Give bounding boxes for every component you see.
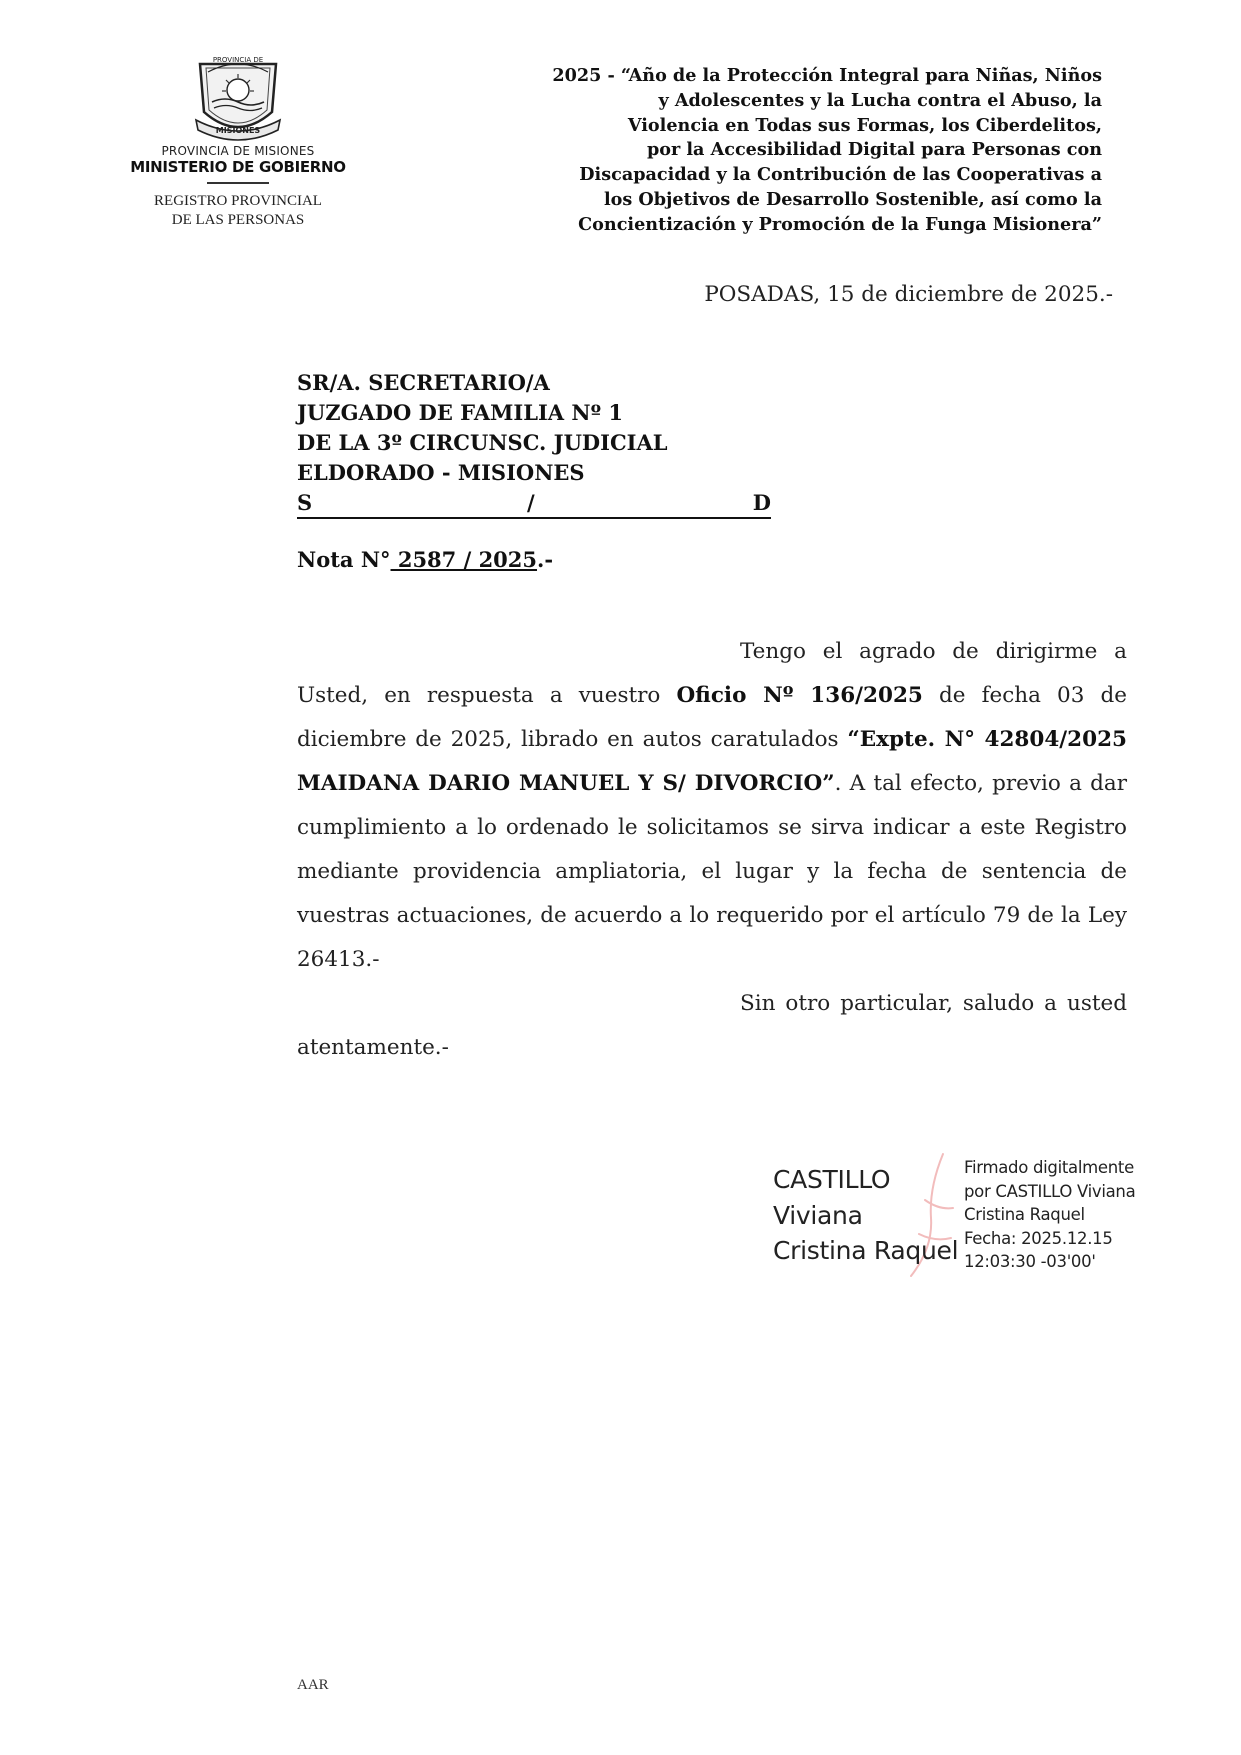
addressee-line: JUZGADO DE FAMILIA Nº 1 [297, 400, 624, 425]
sd-line [297, 488, 771, 519]
signature-info-line: Fecha: 2025.12.15 [964, 1228, 1113, 1248]
sd-d: D [752, 490, 771, 515]
letter-body [297, 630, 1127, 1070]
signature-info-line: Firmado digitalmente [964, 1158, 1134, 1177]
provincial-seal-icon [192, 50, 284, 142]
addressee-block [297, 368, 771, 519]
svg-text:MISIONES: MISIONES [215, 126, 261, 135]
addressee-line: DE LA 3º CIRCUNSC. JUDICIAL [297, 430, 668, 455]
note-number [297, 547, 553, 572]
signer-name-line: CASTILLO [773, 1165, 891, 1194]
motto-line: Concientización y Promoción de la Funga Misionera” [578, 213, 1102, 235]
signer-name [773, 1162, 958, 1269]
motto-line: los Objetivos de Desarrollo Sostenible, así como la [603, 188, 1102, 210]
registry-name [118, 192, 358, 230]
motto-line: 2025 - “Año de la Protección Integral para Niñas, Niños [552, 65, 1102, 86]
note-suffix: .- [537, 547, 554, 572]
sd-slash: / [527, 490, 535, 515]
case-reference: “Expte. N° 42804/2025 MAIDANA DARIO MANUEL Y S/ DIVORCIO” [297, 727, 1127, 796]
motto-line: Discapacidad y la Contribución de las Cooperativas a [579, 164, 1102, 186]
registry-line-2: DE LAS PERSONAS [171, 212, 305, 228]
addressee-line: ELDORADO - MISIONES [297, 460, 585, 485]
note-prefix: Nota N° [297, 547, 391, 572]
signature-info-line: Cristina Raquel [964, 1205, 1085, 1224]
typist-initials: AAR [297, 1677, 329, 1693]
signature-info-line: 12:03:30 -03'00' [964, 1252, 1096, 1271]
ministry-label: MINISTERIO DE GOBIERNO [130, 158, 346, 176]
body-greeting: Tengo el agrado de dirigirme a Usted, en respuesta a vuestro [297, 639, 1127, 708]
sd-s: S [297, 490, 313, 515]
svg-text:PROVINCIA DE: PROVINCIA DE [212, 56, 264, 64]
closing-paragraph: Sin otro particular, saludo a usted atentamente.- [297, 991, 1127, 1060]
letterhead-logo [118, 50, 358, 230]
letterhead-divider [207, 182, 269, 184]
body-text-segment: . A tal efecto, previo a dar cumplimiento a lo ordenado le solicitamos se sirva indicar a este Registro mediante providencia ampliatoria, el lugar y la fecha de sentencia de vuestras actuaciones, de acuerdo a lo requerido por el artículo 79 de la Ley 26413.- [297, 771, 1127, 972]
year-motto [440, 64, 1102, 238]
addressee-line: SR/A. SECRETARIO/A [297, 370, 550, 395]
registry-line-1: REGISTRO PROVINCIAL [154, 193, 322, 209]
date-line: POSADAS, 15 de diciembre de 2025.- [704, 282, 1113, 307]
signer-name-line: Viviana [773, 1200, 863, 1230]
body-text-segment: de fecha 03 de diciembre de 2025, librado en autos caratulados [297, 683, 1127, 752]
motto-line: Violencia en Todas sus Formas, los Ciberdelitos, [627, 114, 1102, 136]
oficio-reference: Oficio Nº 136/2025 [676, 683, 923, 708]
digital-signature-info [964, 1156, 1135, 1274]
province-label: PROVINCIA DE MISIONES [161, 144, 315, 158]
motto-line: por la Accesibilidad Digital para Personas con [646, 139, 1102, 161]
signature-info-line: por CASTILLO Viviana [964, 1181, 1136, 1201]
signer-name-line: Cristina Raquel [773, 1236, 959, 1265]
body-paragraph [297, 630, 1127, 982]
motto-line: y Adolescentes y la Lucha contra el Abuso, la [658, 89, 1102, 111]
note-number-value: 2587 / 2025 [390, 547, 538, 572]
